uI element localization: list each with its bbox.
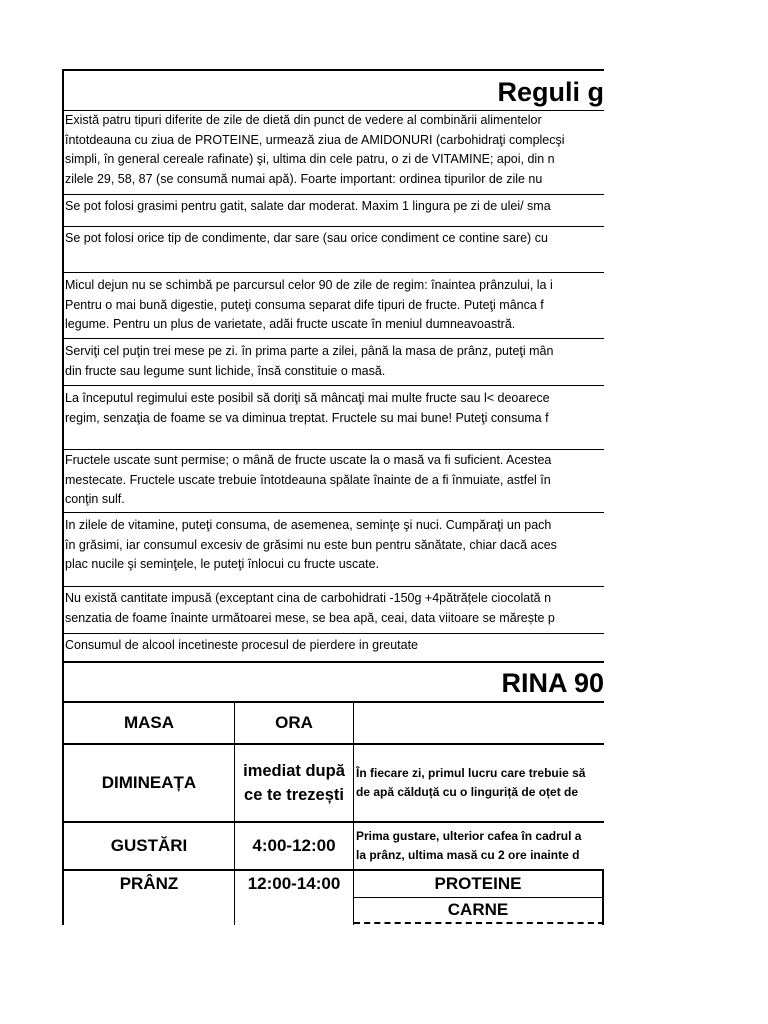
pranz-subtype-label: CARNE bbox=[447, 900, 509, 919]
ora-line: ce te trezești bbox=[244, 786, 344, 804]
note-line: de apă călduță cu o linguriță de oțet de bbox=[356, 785, 579, 799]
row-pranz-ora: 12:00-14:00 bbox=[247, 874, 341, 893]
rule-text: Fructele uscate sunt permise; o mână de fructe uscate la o masă va fi suficient. Acestea bbox=[65, 453, 552, 467]
rule-text: mestecate. Fructele uscate trebuie întotdeauna spălate înainte de a fi înmuiate, astfel în bbox=[65, 472, 551, 487]
row-dimineata-note bbox=[356, 764, 604, 802]
page-title: Reguli g bbox=[497, 77, 604, 107]
rule-5 bbox=[65, 342, 604, 381]
row-dimineata-ora bbox=[235, 745, 353, 821]
rule-7 bbox=[65, 451, 604, 510]
pranz-type-label: PROTEINE bbox=[434, 874, 522, 893]
row-pranz-masa: PRÂNZ bbox=[119, 874, 179, 893]
sheet-top-border bbox=[62, 69, 604, 71]
rule-text: plac nucile şi seminţele, le puteţi înlocui cu fructe uscate. bbox=[65, 557, 380, 571]
rule-text: zilele 29, 58, 87 (se consumă numai apă). Foarte important: ordinea tipurilor de zile nu bbox=[65, 171, 543, 186]
divider bbox=[62, 226, 604, 227]
ora-line: imediat după bbox=[243, 762, 345, 780]
rule-10 bbox=[65, 636, 604, 656]
rule-text: din fructe sau legume sunt lichide, însă constituie o masă. bbox=[65, 363, 386, 378]
rule-6 bbox=[65, 389, 604, 428]
row-gustari-ora: 4:00-12:00 bbox=[252, 836, 336, 855]
rule-text: Micul dejun nu se schimbă pe parcursul celor 90 de zile de regim: înaintea prânzului, la i bbox=[65, 278, 553, 292]
rule-text: Există patru tipuri diferite de zile de dietă din punct de vedere al combinării alimentelor bbox=[65, 113, 542, 127]
rule-text: Se pot folosi grasimi pentru gatit, salate dar moderat. Maxim 1 lingura pe zi de ulei/ sma bbox=[65, 199, 551, 213]
row-gustari-note bbox=[356, 827, 604, 865]
rule-3 bbox=[65, 229, 604, 249]
rule-text: senzatia de foame înainte următoarei mese, se bea apă, ceai, data viitoare se mărește p bbox=[65, 610, 555, 625]
dashed-divider bbox=[354, 922, 604, 924]
rule-text: legume. Pentru un plus de varietate, adăi fructe uscate în meniul dumneavoastră. bbox=[65, 317, 516, 331]
rule-1 bbox=[65, 111, 604, 189]
divider bbox=[62, 385, 604, 386]
row-gustari-masa: GUSTĂRI bbox=[110, 836, 188, 855]
rule-8 bbox=[65, 516, 604, 575]
divider bbox=[62, 586, 604, 587]
rule-text: Se pot folosi orice tip de condimente, dar sare (sau orice condiment ce contine sare) cu bbox=[65, 231, 548, 245]
rule-text: regim, senzaţia de foame se va diminua treptat. Fructele su mai bune! Puteţi consuma f bbox=[65, 410, 549, 425]
rule-text: Pentru o mai bună digestie, puteţi consuma separat dife tipuri de fructe. Puteţi mânca f bbox=[65, 297, 544, 312]
rule-2 bbox=[65, 197, 604, 217]
note-line: În fiecare zi, primul lucru care trebuie să bbox=[356, 766, 586, 780]
rule-text: conţin sulf. bbox=[65, 492, 125, 506]
divider bbox=[62, 194, 604, 195]
schedule-title: RINA 90 bbox=[501, 668, 604, 698]
rule-4 bbox=[65, 276, 604, 335]
rule-text: Nu există cantitate impusă (exceptant cina de carbohidrati -150g +4pătrățele ciocolată n bbox=[65, 591, 552, 605]
rule-text: La începutul regimului este posibil să doriţi să mâncaţi mai multe fructe sau l< deoarece bbox=[65, 391, 550, 405]
rule-text: In zilele de vitamine, puteţi consuma, de asemenea, seminţe şi nuci. Cumpăraţi un pach bbox=[65, 518, 552, 532]
rule-text: simpli, în general cereale rafinate) şi, ultima din cele patru, o zi de VITAMINE; apoi, din n bbox=[65, 152, 555, 166]
divider bbox=[62, 338, 604, 339]
rule-text: întotdeauna cu ziua de PROTEINE, urmează ziua de AMIDONURI (carbohidraţi complecşi bbox=[65, 132, 565, 147]
header-ora: ORA bbox=[275, 713, 313, 732]
header-masa: MASA bbox=[123, 713, 175, 732]
divider bbox=[62, 512, 604, 513]
row-dimineata-masa: DIMINEAȚA bbox=[101, 773, 197, 792]
divider bbox=[62, 633, 604, 634]
note-line: Prima gustare, ulterior cafea în cadrul a bbox=[356, 829, 582, 843]
divider bbox=[62, 272, 604, 273]
divider bbox=[62, 449, 604, 450]
rule-text: Consumul de alcool incetineste procesul de pierdere in greutate bbox=[65, 638, 418, 652]
rule-text: Serviţi cel puţin trei mese pe zi. în prima parte a zilei, până la masa de prânz, puteţi mân bbox=[65, 344, 554, 358]
rule-9 bbox=[65, 589, 604, 628]
note-line: la prânz, ultima masă cu 2 ore inainte d bbox=[356, 848, 580, 862]
rule-text: în grăsimi, iar consumul excesiv de grăsimi nu este bun pentru sănătate, chiar dacă aces bbox=[65, 537, 557, 552]
